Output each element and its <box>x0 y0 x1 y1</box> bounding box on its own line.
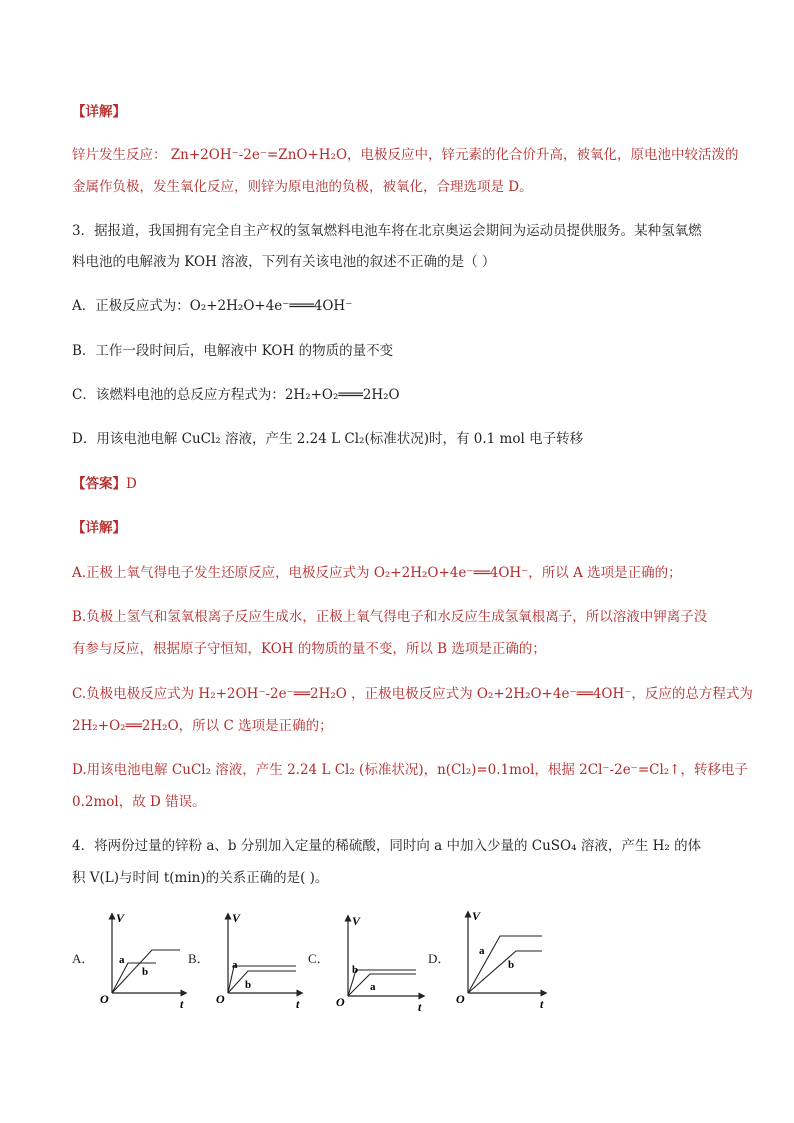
graph-b-curve-a: a <box>232 959 238 971</box>
q3-option-d: D．用该电池电解 CuCl₂ 溶液，产生 2.24 L Cl₂(标准状况)时，有 0.1 mol 电子转移 <box>72 431 584 447</box>
graph-c-axis-t: t <box>418 1000 422 1013</box>
graph-d <box>428 909 544 1011</box>
q3-option-b: B．工作一段时间后，电解液中 KOH 的物质的量不变 <box>72 343 394 359</box>
section1-heading: 【详解】 <box>72 104 126 120</box>
q3-explanation-c1: C.负极电极反应式为 H₂+2OH⁻-2e⁻══2H₂O ，正极电极反应式为 O₂+2H₂O+4e⁻══4OH⁻，反应的总方程式为 <box>72 686 753 702</box>
graph-b-origin: O <box>216 992 225 1006</box>
q4-graphs-svg <box>72 908 572 1013</box>
graph-d-origin: O <box>456 992 465 1006</box>
q4-graph-options <box>72 908 572 1013</box>
q3-option-a: A．正极反应式为：O₂+2H₂O+4e⁻═══4OH⁻ <box>72 298 353 314</box>
graph-a-curve-b: b <box>142 966 149 978</box>
graph-b-curve-b: b <box>245 979 252 991</box>
answer-tag: 【答案】 <box>72 476 126 492</box>
q3-explanation-b1: B.负极上氢气和氢氧根离子反应生成水，正极上氧气得电子和水反应生成氢氧根离子，所以溶液中钾离子没 <box>72 609 708 625</box>
graph-b-label: B． <box>188 951 210 966</box>
graph-d-label: D． <box>428 951 451 966</box>
q3-explanation-a: A.正极上氧气得电子发生还原反应，电极反应式为 O₂+2H₂O+4e⁻══4OH⁻，所以 A 选项是正确的； <box>72 565 682 581</box>
q3-explanation-d1: D.用该电池电解 CuCl₂ 溶液，产生 2.24 L Cl₂ (标准状况)，n(Cl₂)=0.1mol，根据 2Cl⁻-2e⁻=Cl₂↑，转移电子 <box>72 762 748 778</box>
graph-a-axis-v: V <box>116 911 125 925</box>
section1-line1: 锌片发生反应： Zn+2OH⁻-2e⁻=ZnO+H₂O，电极反应中，锌元素的化合价升高，被氧化，原电池中较活泼的 <box>72 147 739 163</box>
graph-c-curve-b: b <box>352 964 359 976</box>
graph-b <box>188 911 300 1011</box>
graph-a-label: A． <box>72 951 95 966</box>
graph-a-axis-t: t <box>180 997 184 1011</box>
graph-a-origin: O <box>100 992 109 1006</box>
q3-detail-heading: 【详解】 <box>72 520 126 536</box>
graph-b-axis-t: t <box>296 997 300 1011</box>
graph-d-curve-a: a <box>479 945 485 957</box>
graph-d-axis-t: t <box>540 997 544 1011</box>
graph-d-axis-v: V <box>472 909 481 923</box>
q3-answer <box>72 474 137 494</box>
graph-c-label: C． <box>308 951 330 966</box>
answer-value: D <box>126 476 137 492</box>
q3-stem-line1: 3．据报道，我国拥有完全自主产权的氢氧燃料电池车将在北京奥运会期间为运动员提供服务。某种氢氧燃 <box>72 223 702 239</box>
graph-c-curve-a: a <box>370 981 376 993</box>
graph-c-origin: O <box>336 995 345 1009</box>
q3-stem-line2: 料电池的电解液为 KOH 溶液，下列有关该电池的叙述不正确的是（ ） <box>72 254 496 270</box>
graph-c <box>308 914 422 1013</box>
q4-stem-line1: 4．将两份过量的锌粉 a、b 分别加入定量的稀硫酸，同时向 a 中加入少量的 CuSO₄ 溶液，产生 H₂ 的体 <box>72 838 702 854</box>
graph-d-curve-b: b <box>508 959 515 971</box>
q3-explanation-b2: 有参与反应，根据原子守恒知，KOH 的物质的量不变，所以 B 选项是正确的； <box>72 641 546 657</box>
graph-b-axis-v: V <box>232 911 241 925</box>
graph-a <box>72 911 184 1011</box>
section1-line2: 金属作负极，发生氧化反应，则锌为原电池的负极，被氧化，合理选项是 D。 <box>72 179 533 195</box>
q3-explanation-d2: 0.2mol，故 D 错误。 <box>72 794 206 810</box>
graph-a-curve-a: a <box>119 954 125 966</box>
graph-c-axis-v: V <box>352 914 361 928</box>
q3-explanation-c2: 2H₂+O₂══2H₂O，所以 C 选项是正确的； <box>72 718 333 734</box>
q3-option-c: C．该燃料电池的总反应方程式为：2H₂+O₂═══2H₂O <box>72 387 400 403</box>
q4-stem-line2: 积 V(L)与时间 t(min)的关系正确的是( )。 <box>72 870 329 886</box>
